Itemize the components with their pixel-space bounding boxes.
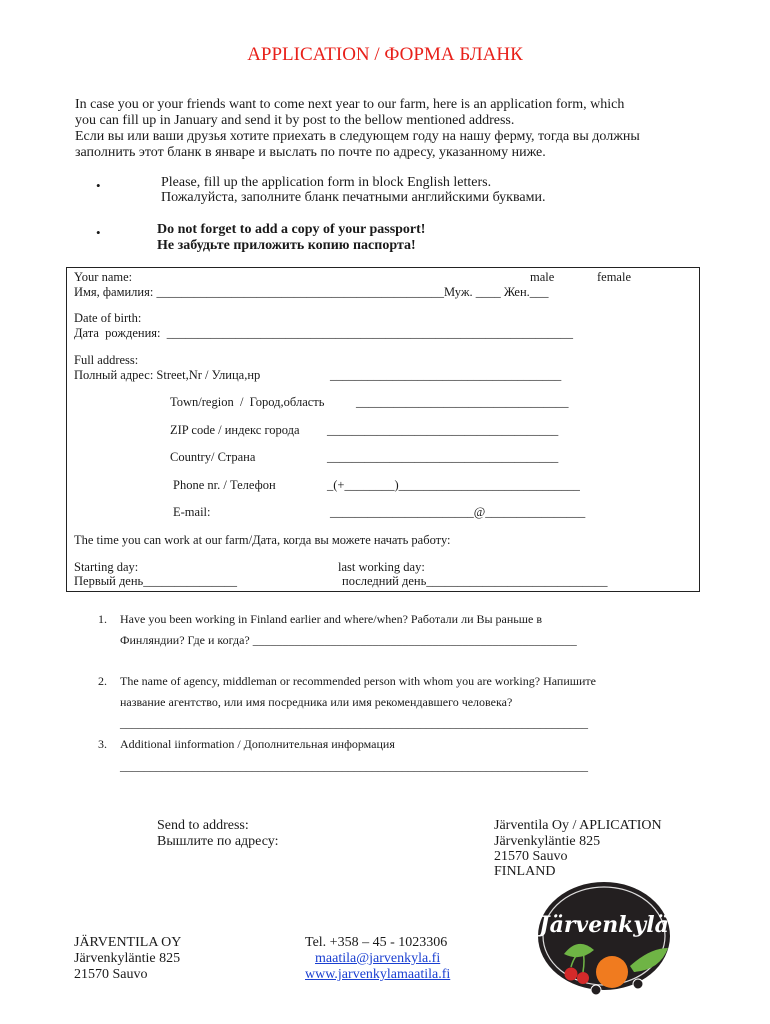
- send-to-label: Send to address:: [157, 818, 249, 833]
- male-label: male: [530, 270, 555, 284]
- bullet-2-line-1: Do not forget to add a copy of your passport!: [157, 222, 426, 237]
- berry-icon: [591, 985, 601, 995]
- female-label: female: [597, 270, 632, 284]
- logo-wordmark: Järvenkylä: [539, 912, 669, 938]
- page-title: APPLICATION / ФОРМА БЛАНК: [247, 44, 523, 65]
- zip-field[interactable]: _____________________________________: [327, 423, 559, 437]
- email-label: E-mail:: [173, 505, 211, 519]
- last-day-field[interactable]: последний день_____________________________: [342, 574, 608, 588]
- email-field[interactable]: _______________________@________________: [330, 505, 586, 519]
- bullet-dot: •: [96, 225, 101, 240]
- intro-line-4: заполнить этот бланк в январе и выслать по почте по адресу, указанному ниже.: [75, 145, 546, 160]
- send-address-line: Järvenkyläntie 825: [494, 834, 601, 849]
- cherry-icon: [577, 972, 589, 984]
- footer-company-name: JÄRVENTILA OY: [74, 935, 182, 950]
- intro-line-1: In case you or your friends want to come next year to our farm, here is an application form, which: [75, 97, 625, 112]
- country-label: Country/ Страна: [170, 450, 256, 464]
- send-address-line: FINLAND: [494, 864, 556, 879]
- dob-label: Date of birth:: [74, 311, 142, 325]
- question-1-answer[interactable]: Финляндии? Где и когда? ______________________________________________________: [120, 633, 577, 647]
- berry-icon: [633, 979, 643, 989]
- footer-phone: Tel. +358 – 45 - 1023306: [305, 935, 448, 950]
- cherry-icon: [565, 968, 578, 981]
- phone-field[interactable]: _(+________)_____________________________: [327, 478, 580, 492]
- send-to-label-ru: Вышлите по адресу:: [157, 834, 279, 849]
- question-2-text-2: название агентство, или имя посредника или имя рекомендавшего человека?: [120, 695, 513, 709]
- street-label: Полный адрес: Street,Nr / Улица,нр: [74, 368, 261, 382]
- question-3-number: 3.: [98, 737, 107, 751]
- tomato-icon: [596, 956, 628, 988]
- start-day-field[interactable]: Первый день_______________: [74, 574, 237, 588]
- footer-company-city: 21570 Sauvo: [74, 967, 148, 982]
- footer-company-street: Järvenkyläntie 825: [74, 951, 181, 966]
- bullet-1-line-1: Please, fill up the application form in block English letters.: [161, 175, 492, 190]
- street-field[interactable]: _____________________________________: [330, 368, 562, 382]
- name-label: Your name:: [74, 270, 133, 284]
- country-field[interactable]: _____________________________________: [327, 450, 559, 464]
- town-field[interactable]: __________________________________: [356, 395, 569, 409]
- send-address-line: 21570 Sauvo: [494, 849, 568, 864]
- bullet-dot: •: [96, 178, 101, 193]
- intro-line-3: Если вы или ваши друзья хотите приехать в следующем году на нашу ферму, тогда вы должны: [75, 129, 640, 144]
- address-label: Full address:: [74, 353, 139, 367]
- phone-label: Phone nr. / Телефон: [173, 478, 276, 492]
- footer-email-link[interactable]: maatila@jarvenkyla.fi: [315, 951, 441, 966]
- last-day-label: last working day:: [338, 560, 425, 574]
- intro-line-2: you can fill up in January and send it by post to the bellow mentioned address.: [75, 113, 515, 128]
- work-time-label: The time you can work at our farm/Дата, когда вы можете начать работу:: [74, 533, 451, 547]
- footer-website-link[interactable]: www.jarvenkylamaatila.fi: [305, 967, 451, 982]
- question-2-text: The name of agency, middleman or recommended person with whom you are working? Напишите: [120, 674, 596, 688]
- town-label: Town/region / Город,область: [170, 395, 325, 409]
- question-2-answer[interactable]: ______________________________________________________________________________: [120, 716, 588, 730]
- question-2-number: 2.: [98, 674, 107, 688]
- question-1-text: Have you been working in Finland earlier and where/when? Работали ли Вы раньше в: [120, 612, 543, 626]
- bullet-2-line-2: Не забудьте приложить копию паспорта!: [157, 238, 416, 253]
- start-day-label: Starting day:: [74, 560, 139, 574]
- question-3-text: Additional iinformation / Дополнительная информация: [120, 737, 395, 751]
- send-address-line: Järventila Oy / APLICATION: [494, 818, 662, 833]
- name-field[interactable]: Имя, фамилия: ______________________________________________Муж. ____ Жен.___: [74, 285, 549, 299]
- question-3-answer[interactable]: ______________________________________________________________________________: [120, 759, 588, 773]
- zip-label: ZIP code / индекс города: [170, 423, 300, 437]
- jarvenkyla-logo: [534, 874, 684, 1004]
- bullet-1-line-2: Пожалуйста, заполните бланк печатными английскими буквами.: [161, 190, 546, 205]
- dob-field[interactable]: Дата рождения: _________________________________________________________________: [74, 326, 573, 340]
- question-1-number: 1.: [98, 612, 107, 626]
